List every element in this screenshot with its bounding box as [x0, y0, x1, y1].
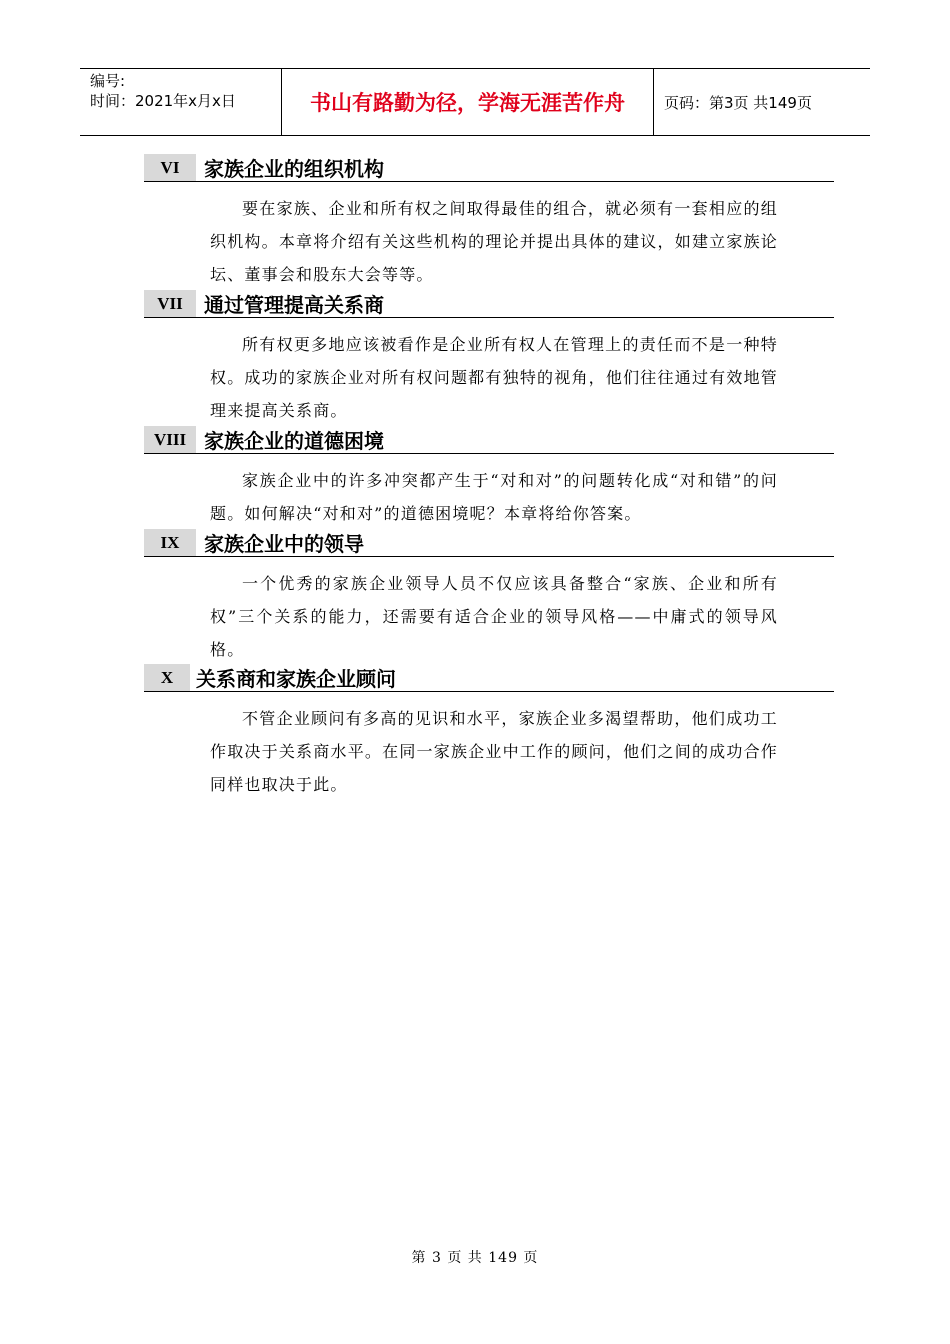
section-viii — [144, 426, 834, 530]
section-body: 要在家族、企业和所有权之间取得最佳的组合，就必须有一套相应的组织机构。本章将介绍有关这些机构的理论并提出具体的建议，如建立家族论坛、董事会和股东大会等等。 — [210, 199, 778, 284]
page-header — [80, 68, 870, 136]
section-title: 关系商和家族企业顾问 — [196, 667, 396, 691]
section-heading — [144, 154, 834, 182]
section-vii — [144, 290, 834, 427]
section-vi — [144, 154, 834, 291]
section-heading — [144, 529, 834, 557]
roman-numeral: X — [144, 664, 190, 691]
number-label: 编号: — [90, 72, 126, 90]
roman-numeral: VI — [144, 154, 196, 181]
roman-numeral: VII — [144, 290, 196, 317]
page-footer: 第 3 页 共 149 页 — [411, 1250, 539, 1266]
section-title: 家族企业中的领导 — [204, 532, 364, 556]
header-page-info: 页码：第3页 共149页 — [664, 93, 812, 112]
section-body: 一个优秀的家族企业领导人员不仅应该具备整合“家族、企业和所有权”三个关系的能力，还需要有适合企业的领导风格——中庸式的领导风格。 — [210, 574, 778, 659]
section-body: 不管企业顾问有多高的见识和水平，家族企业多渴望帮助，他们成功工作取决于关系商水平。在同一家族企业中工作的顾问，他们之间的成功合作同样也取决于此。 — [210, 709, 778, 794]
header-meta — [80, 69, 281, 135]
section-body: 家族企业中的许多冲突都产生于“对和对”的问题转化成“对和错”的问题。如何解决“对和对”的道德困境呢？本章将给你答案。 — [210, 471, 778, 523]
header-motto: 书山有路勤为径，学海无涯苦作舟 — [281, 69, 654, 135]
roman-numeral: IX — [144, 529, 196, 556]
section-ix — [144, 529, 834, 666]
section-title: 家族企业的组织机构 — [204, 157, 384, 181]
roman-numeral: VIII — [144, 426, 196, 453]
section-title: 家族企业的道德困境 — [204, 429, 384, 453]
section-heading — [144, 426, 834, 454]
section-body: 所有权更多地应该被看作是企业所有权人在管理上的责任而不是一种特权。成功的家族企业对所有权问题都有独特的视角，他们往往通过有效地管理来提高关系商。 — [210, 335, 778, 420]
section-heading — [144, 664, 834, 692]
time-label: 时间：2021年x月x日 — [90, 92, 236, 110]
section-x — [144, 664, 834, 801]
section-title: 通过管理提高关系商 — [204, 293, 384, 317]
section-heading — [144, 290, 834, 318]
